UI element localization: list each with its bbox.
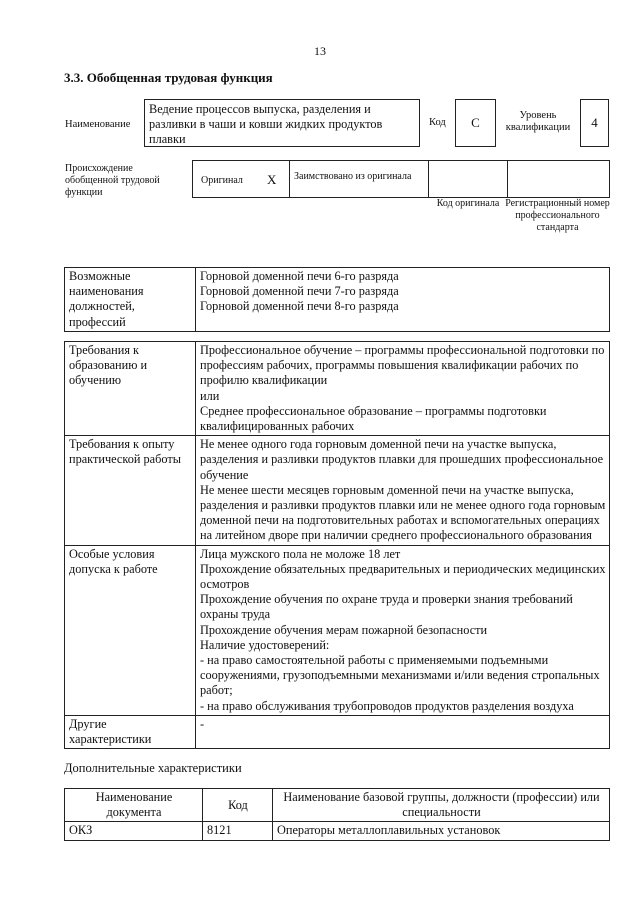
special-conditions-value bbox=[196, 545, 610, 715]
experience-label: Требования к опыту практической работы bbox=[65, 436, 196, 545]
condition-line: - на право самостоятельной работы с применяемыми подъемными сооружениями, грузоподъемными механизмами и/или ведения стропальных работ; bbox=[200, 653, 600, 698]
cell-name: Операторы металлоплавильных установок bbox=[273, 822, 610, 840]
section-title: 3.3. Обобщенная трудовая функция bbox=[64, 70, 273, 85]
condition-line: Прохождение обучения мерам пожарной безопасности bbox=[200, 622, 488, 637]
function-name-value: Ведение процессов выпуска, разделения и разливки в чаши и ковши жидких продуктов плавки bbox=[144, 99, 420, 147]
borrowed-label: Заимствовано из оригинала bbox=[294, 171, 412, 182]
table-row bbox=[65, 822, 610, 840]
cell-code: 8121 bbox=[203, 822, 273, 840]
level-label: Уровень квалификации bbox=[505, 110, 571, 133]
positions-list bbox=[196, 268, 610, 332]
special-conditions-label: Особые условия допуска к работе bbox=[65, 545, 196, 715]
condition-line: Наличие удостоверений: bbox=[200, 637, 330, 652]
original-label: Оригинал bbox=[201, 175, 243, 186]
education-label: Требования к образованию и обучению bbox=[65, 342, 196, 436]
table-row bbox=[65, 436, 610, 545]
origin-label: Происхождение обобщенной трудовой функции bbox=[65, 163, 160, 198]
position-item: Горновой доменной печи 6-го разряда bbox=[200, 269, 399, 283]
condition-line: Прохождение обучения по охране труда и проверки знания требований охраны труда bbox=[200, 592, 573, 622]
reg-number-cell bbox=[507, 160, 610, 198]
code-label: Код bbox=[429, 117, 446, 128]
condition-line: Лица мужского пола не моложе 18 лет bbox=[200, 546, 401, 561]
education-line: или bbox=[200, 388, 220, 403]
experience-line: Не менее одного года горновым доменной печи на участке выпуска, разделения и разливки продуктов плавки для прошедших профессиональное обучение bbox=[200, 437, 604, 482]
positions-label: Возможные наименования должностей, профессий bbox=[65, 268, 196, 332]
table-row bbox=[65, 342, 610, 436]
level-value: 4 bbox=[580, 99, 609, 147]
code-original-caption: Код оригинала bbox=[436, 198, 500, 209]
position-item: Горновой доменной печи 7-го разряда bbox=[200, 284, 399, 299]
additional-heading: Дополнительные характеристики bbox=[64, 761, 242, 775]
education-line: Среднее профессиональное образование – программы подготовки квалифицированных рабочих bbox=[200, 403, 547, 434]
education-line: Профессиональное обучение – программы профессиональной подготовки по профессиям рабочих, программы повышения квалификации рабочих по профилю квалификации bbox=[200, 343, 605, 388]
condition-line: - на право обслуживания трубопроводов продуктов разделения воздуха bbox=[200, 698, 574, 713]
requirements-table bbox=[64, 341, 610, 749]
name-label: Наименование bbox=[65, 119, 131, 130]
original-cell bbox=[192, 160, 290, 198]
condition-line: Прохождение обязательных предварительных и периодических медицинских осмотров bbox=[200, 561, 606, 592]
origin-row bbox=[192, 160, 610, 198]
additional-table bbox=[64, 788, 610, 841]
positions-table bbox=[64, 267, 610, 332]
col-header-name: Наименование базовой группы, должности (профессии) или специальности bbox=[273, 789, 610, 822]
table-row bbox=[65, 715, 610, 748]
experience-line: Не менее шести месяцев горновым доменной печи на участке выпуска, разделения и разливки продуктов плавки или не менее одного года горновым доменной печи на подготовительных работах и вспомогательных операциях на литейном дворе при наличии среднего профессионального образования bbox=[200, 482, 606, 543]
cell-document: ОКЗ bbox=[65, 822, 203, 840]
position-item: Горновой доменной печи 8-го разряда bbox=[200, 299, 399, 314]
reg-number-caption: Регистрационный номер профессионального стандарта bbox=[505, 198, 610, 233]
page-number: 13 bbox=[314, 44, 326, 58]
code-original-cell bbox=[428, 160, 508, 198]
experience-value bbox=[196, 436, 610, 545]
other-label: Другие характеристики bbox=[65, 715, 196, 748]
education-value bbox=[196, 342, 610, 436]
col-header-code: Код bbox=[203, 789, 273, 822]
table-header-row bbox=[65, 789, 610, 822]
other-value: - bbox=[196, 715, 610, 748]
original-mark: X bbox=[267, 172, 277, 187]
table-row bbox=[65, 545, 610, 715]
col-header-document: Наименование документа bbox=[65, 789, 203, 822]
borrowed-cell bbox=[289, 160, 429, 198]
code-value: C bbox=[455, 99, 496, 147]
